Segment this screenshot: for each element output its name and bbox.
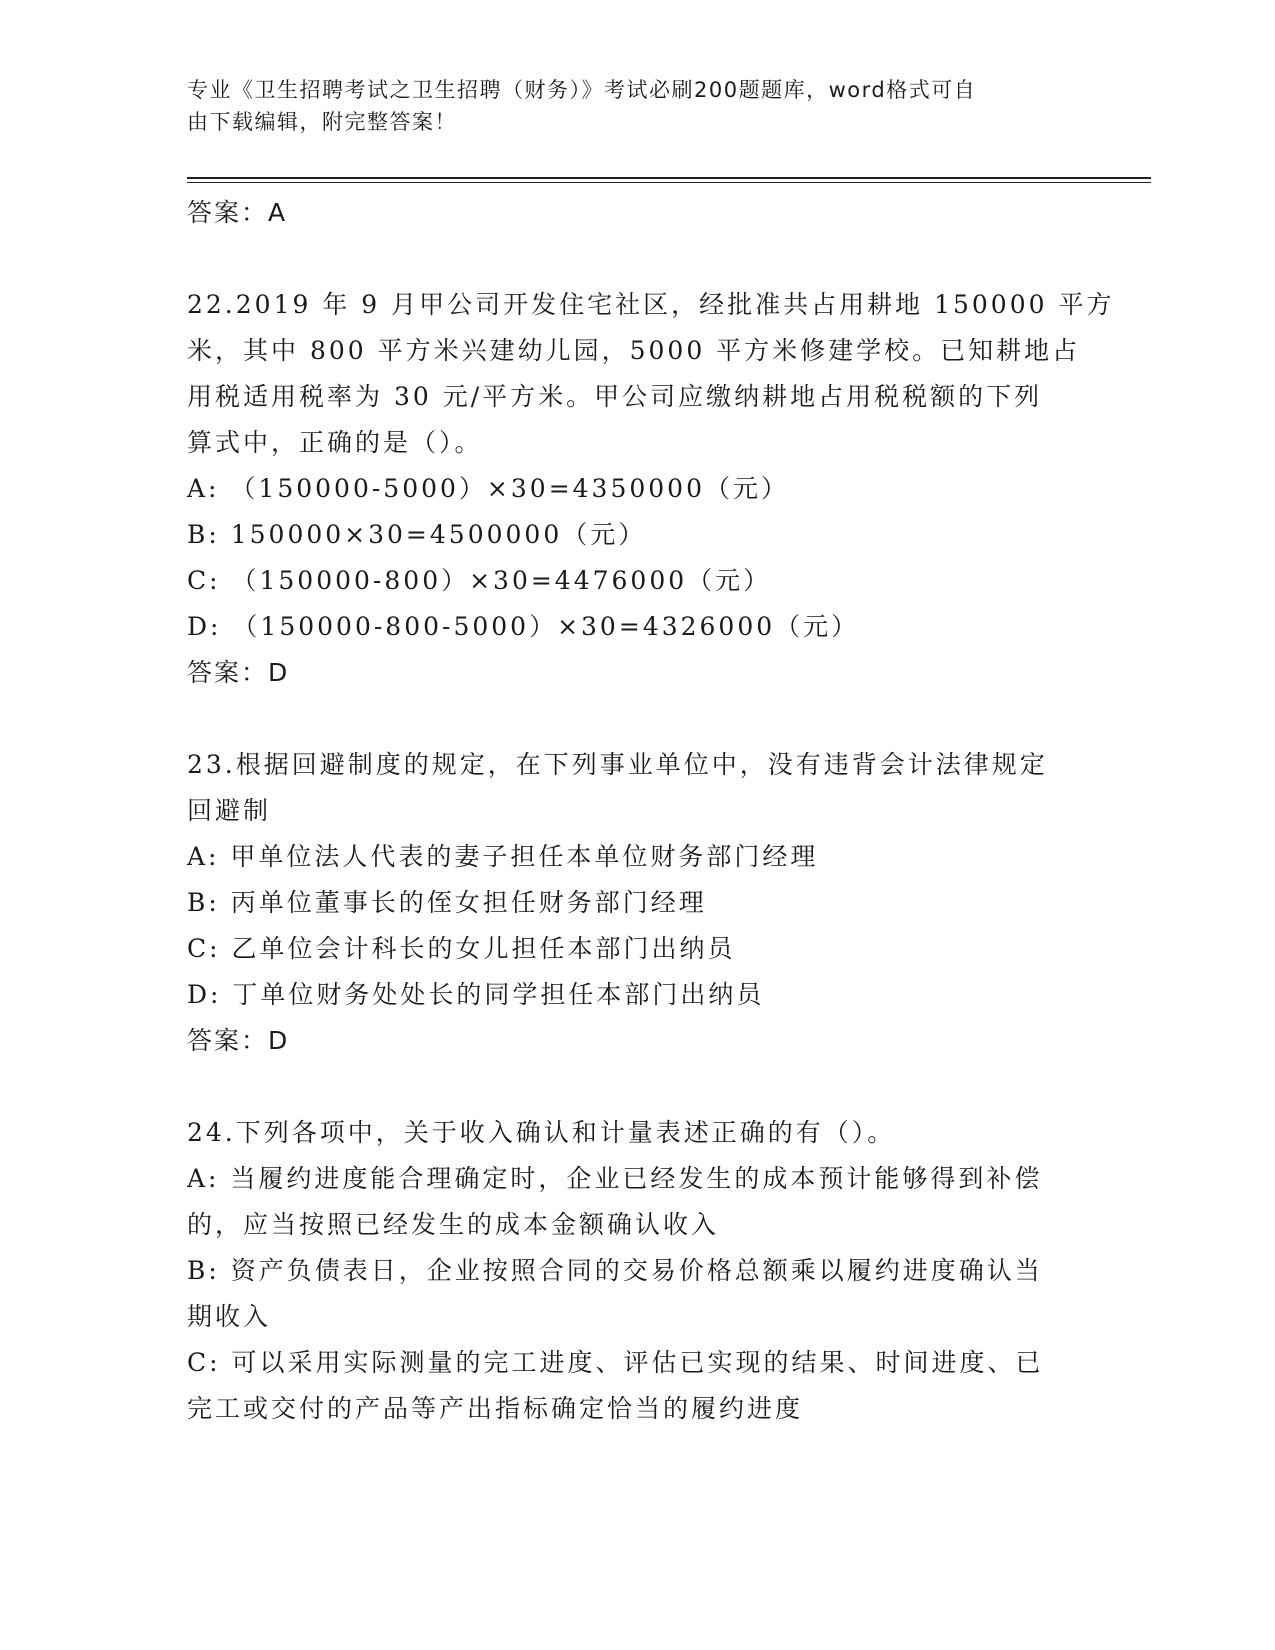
option-d: D: 丁单位财务处处长的同学担任本部门出纳员 <box>187 980 765 1009</box>
option-a: A: （150000-5000）×30=4350000（元） <box>187 474 789 503</box>
answer-line: 答案：A <box>187 198 288 227</box>
question-text: 23.根据回避制度的规定，在下列事业单位中，没有违背会计法律规定 <box>187 750 1048 779</box>
header-divider-thin <box>187 182 1151 183</box>
question-text: 22.2019 年 9 月甲公司开发住宅社区，经批准共占用耕地 150000 平方 <box>187 290 1115 319</box>
question-22 <box>187 282 1115 696</box>
spacer <box>187 696 1087 742</box>
option-c-cont: 完工或交付的产品等产出指标确定恰当的履约进度 <box>187 1394 804 1423</box>
option-c: C: （150000-800）×30=4476000（元） <box>187 566 772 595</box>
option-a: A: 当履约进度能合理确定时，企业已经发生的成本预计能够得到补偿 <box>187 1164 1043 1193</box>
question-24 <box>187 1110 1087 1432</box>
header-line: 专业《卫生招聘考试之卫生招聘（财务）》考试必刷200题题库，word格式可自 <box>187 78 977 102</box>
option-b: B: 丙单位董事长的侄女担任财务部门经理 <box>187 888 707 917</box>
header-divider <box>187 177 1151 179</box>
spacer <box>187 1064 1087 1110</box>
option-d: D: （150000-800-5000）×30=4326000（元） <box>187 612 860 641</box>
spacer <box>187 236 1087 282</box>
option-c: C: 乙单位会计科长的女儿担任本部门出纳员 <box>187 934 736 963</box>
header-line: 由下载编辑，附完整答案！ <box>187 110 457 134</box>
option-a-cont: 的，应当按照已经发生的成本金额确认收入 <box>187 1210 720 1239</box>
option-b: B: 150000×30=4500000（元） <box>187 520 647 549</box>
option-a: A: 甲单位法人代表的妻子担任本单位财务部门经理 <box>187 842 819 871</box>
question-text: 24.下列各项中，关于收入确认和计量表述正确的有（）。 <box>187 1118 896 1147</box>
option-c: C: 可以采用实际测量的完工进度、评估已实现的结果、时间进度、已 <box>187 1348 1044 1377</box>
question-text: 用税适用税率为 30 元/平方米。甲公司应缴纳耕地占用税税额的下列 <box>187 382 1043 411</box>
answer-line: 答案：D <box>187 1026 290 1055</box>
question-text: 回避制 <box>187 796 272 825</box>
option-b: B: 资产负债表日，企业按照合同的交易价格总额乘以履约进度确认当 <box>187 1256 1043 1285</box>
answer-line: 答案：D <box>187 658 290 687</box>
question-text: 米，其中 800 平方米兴建幼儿园，5000 平方米修建学校。已知耕地占 <box>187 336 1081 365</box>
document-body <box>187 190 1115 1432</box>
question-text: 算式中，正确的是（）。 <box>187 428 483 457</box>
question-23 <box>187 742 1087 1064</box>
page-header <box>187 74 1087 138</box>
option-b-cont: 期收入 <box>187 1302 272 1331</box>
